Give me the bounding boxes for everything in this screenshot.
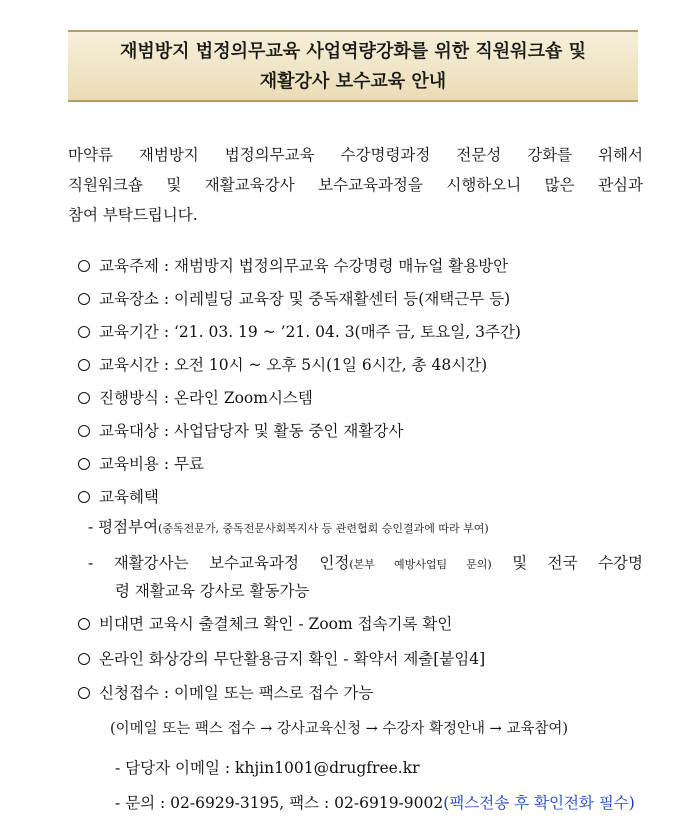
- circle-bullet-icon: [78, 491, 90, 503]
- application-flow: (이메일 또는 팩스 접수 → 강사교육신청 → 수강자 확정안내 → 교육참여): [110, 721, 569, 737]
- item-cost: [78, 453, 204, 475]
- contact-email: - 담당자 이메일 : khjin1001@drugfree.kr: [115, 759, 420, 777]
- item-method-text: 진행방식 : 온라인 Zoom시스템: [99, 389, 313, 407]
- benefit-credit: [88, 516, 489, 540]
- intro-paragraph: [68, 140, 643, 230]
- circle-bullet-icon: [78, 687, 90, 699]
- circle-bullet-icon: [78, 458, 90, 470]
- item-topic: [78, 255, 508, 277]
- item-method: [78, 387, 313, 409]
- item-period: [78, 321, 521, 343]
- item-target: [78, 420, 403, 442]
- contact-phone: [115, 792, 635, 814]
- intro-line-2: 직원워크숍 및 재활교육강사 보수교육과정을 시행하오니 많은 관심과: [68, 176, 643, 194]
- item-benefits-text: 교육혜택: [99, 488, 159, 506]
- item-topic-text: 교육주제 : 재범방지 법정의무교육 수강명령 매뉴얼 활용방안: [99, 257, 509, 275]
- contact-phone-text: - 문의 : 02-6929-3195, 팩스 : 02-6919-9002: [115, 794, 444, 812]
- circle-bullet-icon: [78, 392, 90, 404]
- circle-bullet-icon: [78, 260, 90, 272]
- item-usage-ban-text: 온라인 화상강의 무단활용금지 확인 - 확약서 제출[붙임4]: [99, 650, 486, 668]
- circle-bullet-icon: [78, 653, 90, 665]
- item-location: [78, 288, 510, 310]
- item-benefits: [78, 486, 159, 508]
- title-line-2: 재활강사 보수교육 안내: [259, 71, 447, 92]
- contact-phone-note: (팩스전송 후 확인전화 필수): [443, 794, 635, 812]
- benefit-instructor: [88, 552, 643, 576]
- item-period-text: 교육기간 : ‘21. 03. 19 ~ ’21. 04. 3(매주 금, 토요일, 3주간): [99, 323, 521, 341]
- title-line-1: 재범방지 법정의무교육 사업역량강화를 위한 직원워크숍 및: [119, 41, 587, 62]
- item-target-text: 교육대상 : 사업담당자 및 활동 중인 재활강사: [99, 422, 404, 440]
- title-banner: [68, 30, 638, 102]
- item-time: [78, 354, 487, 376]
- circle-bullet-icon: [78, 326, 90, 338]
- circle-bullet-icon: [78, 618, 90, 630]
- item-usage-ban: [78, 648, 485, 670]
- item-location-text: 교육장소 : 이레빌딩 교육장 및 중독재활센터 등(재택근무 등): [99, 290, 511, 308]
- benefit-instructor-note: (본부 예방사업팀 문의): [349, 558, 492, 571]
- item-cost-text: 교육비용 : 무료: [99, 455, 204, 473]
- circle-bullet-icon: [78, 293, 90, 305]
- benefit-credit-text: - 평점부여: [88, 518, 159, 536]
- intro-line-1: 마약류 재범방지 법정의무교육 수강명령과정 전문성 강화를 위해서: [68, 146, 643, 164]
- item-attendance-text: 비대면 교육시 출결체크 확인 - Zoom 접속기록 확인: [99, 615, 453, 633]
- benefit-instructor-line-2: 령 재활교육 강사로 활동가능: [115, 582, 310, 600]
- item-time-text: 교육시간 : 오전 10시 ~ 오후 5시(1일 6시간, 총 48시간): [99, 356, 488, 374]
- item-application: [78, 682, 373, 704]
- item-application-text: 신청접수 : 이메일 또는 팩스로 접수 가능: [99, 684, 374, 702]
- circle-bullet-icon: [78, 359, 90, 371]
- benefit-credit-note: (중독전문가, 중독전문사회복지사 등 관련협회 승인결과에 따라 부여): [158, 522, 489, 535]
- item-attendance: [78, 613, 452, 635]
- benefit-instructor-line-1: - 재활강사는 보수교육과정 인정(본부 예방사업팀 문의) 및 전국 수강명: [88, 554, 644, 572]
- intro-line-3: 참여 부탁드립니다.: [68, 206, 198, 224]
- circle-bullet-icon: [78, 425, 90, 437]
